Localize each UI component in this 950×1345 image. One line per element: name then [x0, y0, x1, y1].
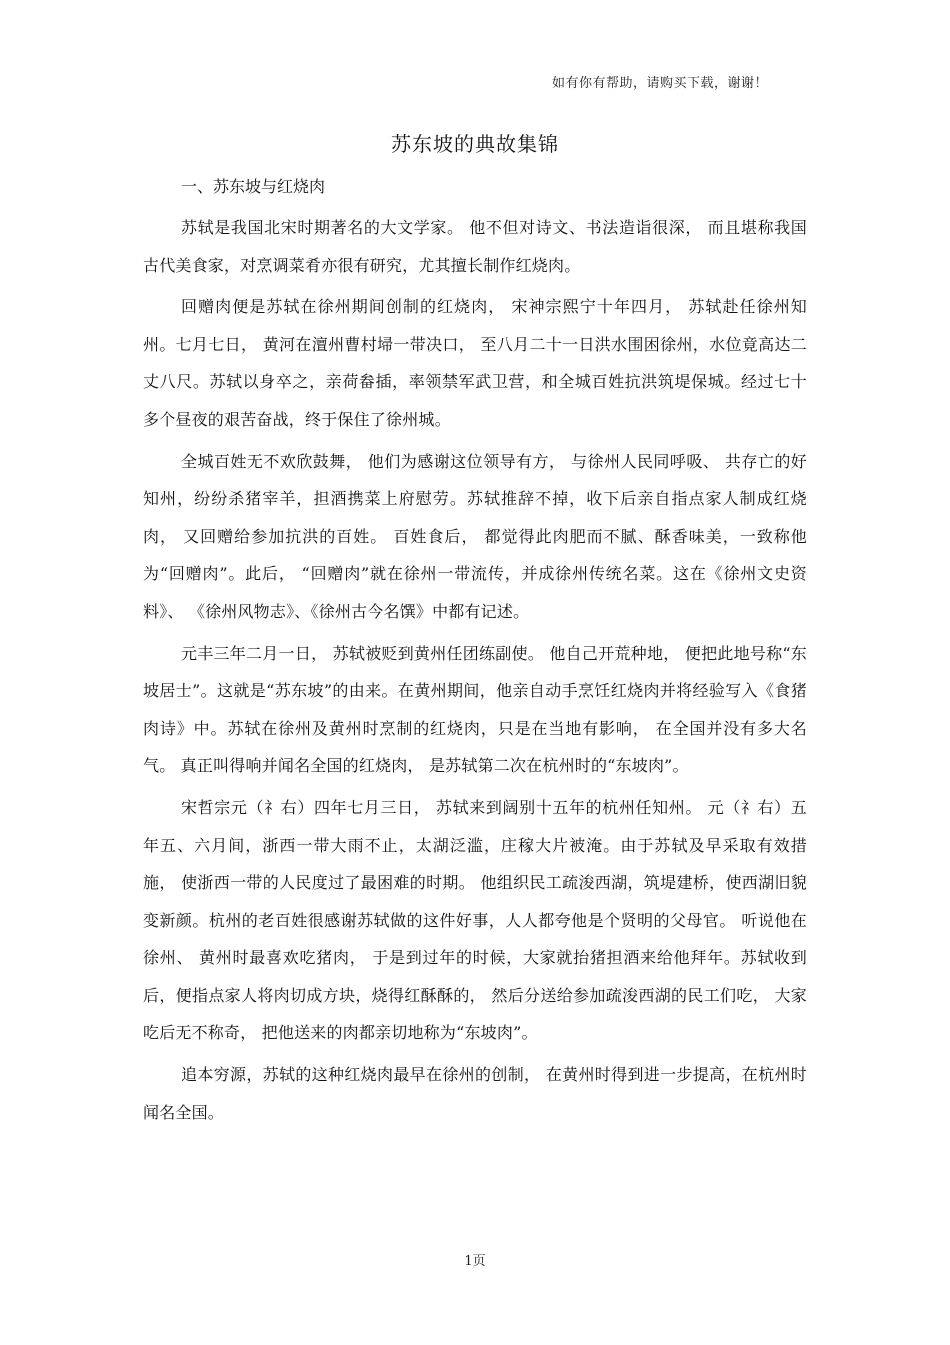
paragraph-1: 苏轼是我国北宋时期著名的大文学家。 他不但对诗文、书法造诣很深， 而且堪称我国古代美食家，对烹调菜肴亦很有研究，尤其擅长制作红烧肉。 [143, 218, 807, 275]
section-heading: 一、苏东坡与红烧肉 [181, 177, 326, 196]
header-note: 如有你有帮助，请购买下载，谢谢！ [551, 76, 768, 91]
paragraph-2: 回赠肉便是苏轼在徐州期间创制的红烧肉， 宋神宗熙宁十年四月， 苏轼赴任徐州知州。七月七日， 黄河在澶州曹村埽一带决口， 至八月二十一日洪水围困徐州，水位竟高达二丈八尺。苏轼以身卒之，亲荷畚插，率领禁军武卫营，和全城百姓抗洪筑堤保城。经过七十多个昼夜的艰苦奋战，终于保住了徐州城。 [143, 297, 807, 429]
paragraph-4: 元丰三年二月一日， 苏轼被贬到黄州任团练副使。 他自己开荒种地， 便把此地号称“东坡居士”。这就是“苏东坡”的由来。在黄州期间，他亲自动手烹饪红烧肉并将经验写入《食猪肉诗》中。苏轼在徐州及黄州时烹制的红烧肉，只是在当地有影响， 在全国并没有多大名气。 真正叫得响并闻名全国的红烧肉， 是苏轼第二次在杭州时的“东坡肉”。 [143, 643, 807, 776]
paragraph-6: 追本穷源，苏轼的这种红烧肉最早在徐州的创制， 在黄州时得到进一步提高，在杭州时闻名全国。 [143, 1065, 807, 1122]
paragraph-5: 宋哲宗元（礻右）四年七月三日， 苏轼来到阔别十五年的杭州任知州。 元（礻右）五年五、六月间，浙西一带大雨不止，太湖泛滥，庄稼大片被淹。由于苏轼及早采取有效措施， 使浙西一带的人民度过了最困难的时期。 他组织民工疏浚西湖，筑堤建桥，使西湖旧貌变新颜。杭州的老百姓很感谢苏轼做的这件好事，人人都夸他是个贤明的父母官。 听说他在徐州、 黄州时最喜欢吃猪肉， 于是到过年的时候，大家就抬猪担酒来给他拜年。苏轼收到后，便指点家人将肉切成方块，烧得红酥酥的， 然后分送给参加疏浚西湖的民工们吃， 大家吃后无不称奇， 把他送来的肉都亲切地称为“东坡肉”。 [143, 797, 807, 1043]
document-title: 苏东坡的典故集锦 [391, 132, 559, 156]
page-number: 1页 [464, 1254, 486, 1269]
document-body [143, 174, 807, 1135]
paragraph-3: 全城百姓无不欢欣鼓舞， 他们为感谢这位领导有方， 与徐州人民同呼吸、 共存亡的好知州，纷纷杀猪宰羊，担酒携菜上府慰劳。苏轼推辞不掉，收下后亲自指点家人制成红烧肉， 又回赠给参加抗洪的百姓。 百姓食后， 都觉得此肉肥而不腻、酥香味美，一致称他为“回赠肉”。此后， “回赠肉”就在徐州一带流传，并成徐州传统名菜。这在《徐州文史资料》、 《徐州风物志》、《徐州古今名馔》中都有记述。 [143, 451, 807, 621]
